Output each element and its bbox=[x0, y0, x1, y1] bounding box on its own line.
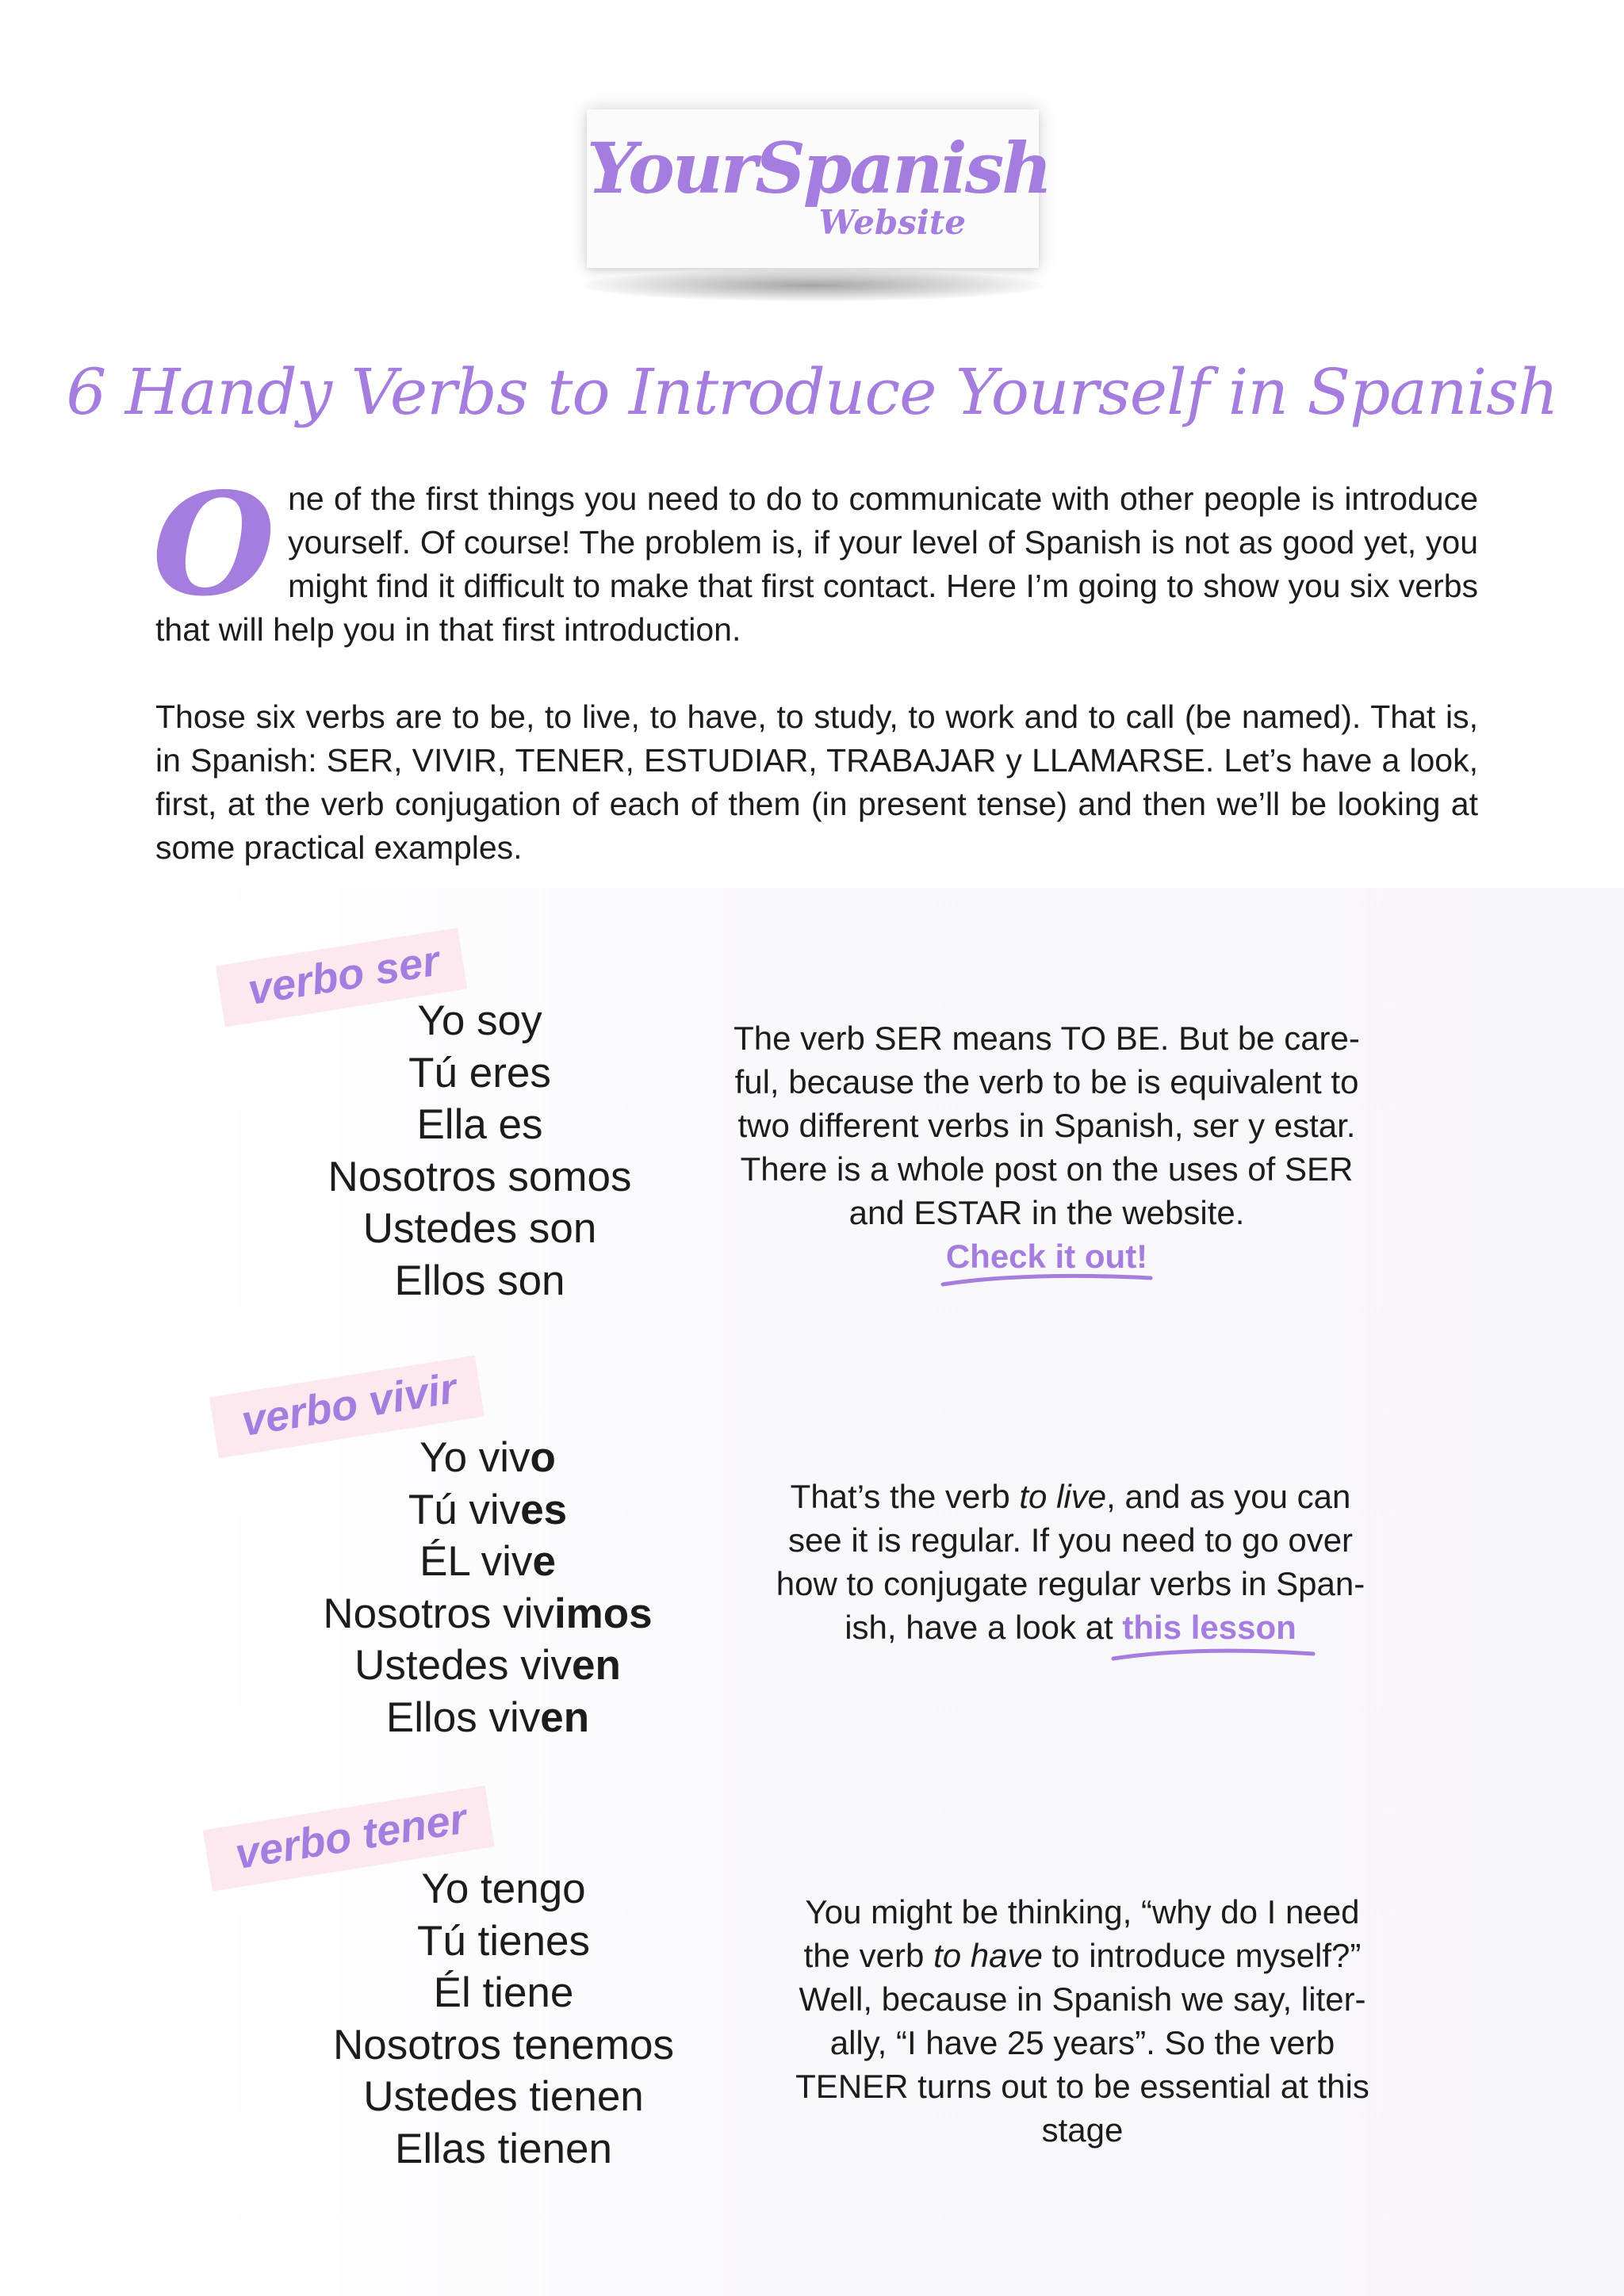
conjugation-line: Ellas tienen bbox=[394, 2125, 612, 2172]
note-line: The verb SER means TO BE. But be care- bbox=[733, 1020, 1360, 1057]
conjugation-ser bbox=[282, 995, 678, 1307]
intro-text bbox=[152, 461, 1478, 870]
conjugation-line: ÉL vive bbox=[419, 1538, 556, 1585]
logo-sub-text: Website bbox=[818, 203, 966, 242]
intro-paragraph-1-text: ne of the first things you need to do to communicate with other people is introduce yourself. Of course! The problem is, if your level of Spanish is not as good yet, you might find it difficult to make that first contact. Here I’m going to show you six verbs that will help you in that first introduction. bbox=[155, 480, 1478, 648]
conjugation-line: Yo soy bbox=[417, 997, 542, 1044]
check-it-out-link[interactable]: Check it out! bbox=[945, 1238, 1148, 1275]
this-lesson-link[interactable]: this lesson bbox=[1122, 1609, 1297, 1646]
note-vivir bbox=[714, 1475, 1427, 1649]
conjugation-line: Ellos son bbox=[394, 1257, 565, 1304]
conjugation-line: Nosotros somos bbox=[327, 1153, 632, 1200]
logo bbox=[587, 109, 1051, 268]
conjugation-line: Nosotros vivimos bbox=[323, 1590, 653, 1637]
conjugation-line: Yo tengo bbox=[421, 1866, 586, 1912]
conjugation-line: Ellos viven bbox=[385, 1693, 590, 1741]
note-line: see it is regular. If you need to go over bbox=[787, 1521, 1354, 1559]
conjugation-line: Él tiene bbox=[433, 1969, 574, 2016]
note-line: Well, because in Spanish we say, liter- bbox=[799, 1980, 1366, 2018]
conjugation-line: Tú vives bbox=[408, 1486, 568, 1533]
note-line: You might be thinking, “why do I need bbox=[805, 1893, 1360, 1931]
verb-tag-ser: verbo ser bbox=[216, 928, 468, 1027]
verb-tag-tener: verbo tener bbox=[203, 1785, 495, 1891]
conjugation-line: Tú eres bbox=[408, 1049, 551, 1096]
note-line: stage bbox=[1041, 2111, 1124, 2149]
page-title: 6 Handy Verbs to Introduce Yourself in Spanish bbox=[66, 355, 1558, 429]
drop-cap: O bbox=[152, 461, 276, 627]
logo-shadow bbox=[583, 270, 1043, 301]
note-line: ful, because the verb to be is equivalent to bbox=[734, 1063, 1359, 1100]
conjugation-tener bbox=[305, 1863, 702, 2175]
conjugation-line: Ella es bbox=[416, 1101, 543, 1148]
note-line: ally, “I have 25 years”. So the verb bbox=[829, 2024, 1335, 2061]
conjugation-line: Ustedes viven bbox=[354, 1642, 621, 1689]
intro-paragraph-1 bbox=[152, 461, 1478, 652]
note-line: two different verbs in Spanish, ser y estar. bbox=[737, 1107, 1356, 1144]
conjugation-line: Ustedes tienen bbox=[363, 2073, 644, 2120]
conjugation-vivir bbox=[289, 1432, 686, 1743]
note-line: how to conjugate regular verbs in Span- bbox=[776, 1565, 1365, 1602]
note-line: the verb to have to introduce myself?” bbox=[803, 1937, 1362, 1974]
note-line: There is a whole post on the uses of SER bbox=[740, 1150, 1354, 1188]
conjugation-line: Tú tienes bbox=[416, 1917, 590, 1965]
logo-main-text: YourSpanish bbox=[587, 127, 1051, 209]
conjugation-line: Yo vivo bbox=[419, 1434, 556, 1481]
verb-tag-vivir: verbo vivir bbox=[209, 1355, 485, 1458]
note-line: and ESTAR in the website. bbox=[848, 1194, 1245, 1231]
underline-swoosh-icon bbox=[940, 1267, 1154, 1291]
note-line: TENER turns out to be essential at this bbox=[795, 2068, 1369, 2105]
note-tener bbox=[730, 1890, 1435, 2152]
conjugation-line: Nosotros tenemos bbox=[332, 2021, 675, 2068]
note-ser bbox=[682, 1016, 1411, 1278]
intro-paragraph-2: Those six verbs are to be, to live, to have, to study, to work and to call (be named). That is, in Spanish: SER, VIVIR, TENER, ESTUDIAR, TRABAJAR y LLAMARSE. Let’s have a look, first, at the verb conjugation of each of them (in present tense) and then we’ll be looking at some practical examples. bbox=[155, 698, 1478, 866]
conjugation-line: Ustedes son bbox=[362, 1205, 597, 1252]
note-line: ish, have a look at this lesson bbox=[845, 1609, 1297, 1646]
underline-swoosh-icon bbox=[1110, 1641, 1316, 1665]
note-line: That’s the verb to live, and as you can bbox=[790, 1478, 1351, 1515]
